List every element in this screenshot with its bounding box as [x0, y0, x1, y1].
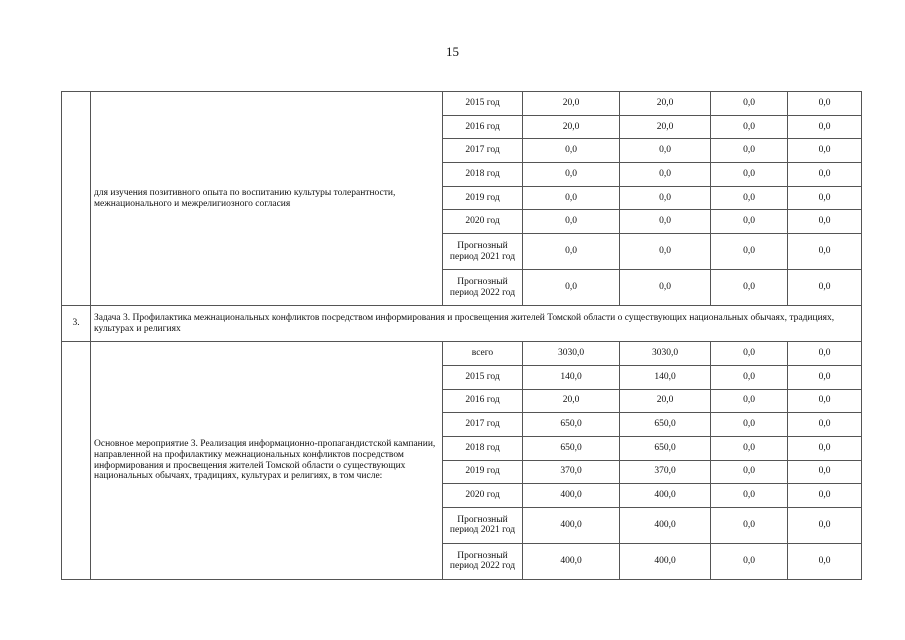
- value-regional-cell: 650,0: [620, 413, 711, 437]
- value-total-cell: 0,0: [523, 234, 620, 270]
- value-federal-cell: 0,0: [711, 365, 788, 389]
- activity-description: Основное мероприятие 3. Реализация информационно-пропагандистской кампании, направленной на профилактику межнациональных конфликтов посредством информирования и просвещения жителей Томской области о существующих национальных обычаях, традициях, культурах и религиях, в том числе:: [91, 342, 443, 580]
- period-cell: 2015 год: [443, 365, 523, 389]
- value-other-cell: 0,0: [788, 436, 862, 460]
- period-cell: 2019 год: [443, 460, 523, 484]
- value-total-cell: 3030,0: [523, 342, 620, 366]
- value-other-cell: 0,0: [788, 484, 862, 508]
- value-regional-cell: 400,0: [620, 507, 711, 543]
- value-total-cell: 20,0: [523, 92, 620, 116]
- value-federal-cell: 0,0: [711, 460, 788, 484]
- value-other-cell: 0,0: [788, 342, 862, 366]
- value-federal-cell: 0,0: [711, 484, 788, 508]
- row-number-cell: [62, 342, 91, 580]
- value-other-cell: 0,0: [788, 163, 862, 187]
- value-federal-cell: 0,0: [711, 92, 788, 116]
- value-federal-cell: 0,0: [711, 210, 788, 234]
- value-regional-cell: 0,0: [620, 270, 711, 306]
- value-federal-cell: 0,0: [711, 270, 788, 306]
- value-other-cell: 0,0: [788, 543, 862, 579]
- value-federal-cell: 0,0: [711, 163, 788, 187]
- value-total-cell: 140,0: [523, 365, 620, 389]
- value-regional-cell: 140,0: [620, 365, 711, 389]
- value-other-cell: 0,0: [788, 460, 862, 484]
- period-cell: 2015 год: [443, 92, 523, 116]
- value-regional-cell: 0,0: [620, 210, 711, 234]
- value-regional-cell: 0,0: [620, 139, 711, 163]
- value-federal-cell: 0,0: [711, 507, 788, 543]
- value-other-cell: 0,0: [788, 413, 862, 437]
- period-cell: 2018 год: [443, 163, 523, 187]
- value-total-cell: 20,0: [523, 115, 620, 139]
- value-other-cell: 0,0: [788, 210, 862, 234]
- value-federal-cell: 0,0: [711, 115, 788, 139]
- value-total-cell: 650,0: [523, 436, 620, 460]
- period-cell: 2016 год: [443, 115, 523, 139]
- activity-description: для изучения позитивного опыта по воспитанию культуры толерантности, межнационального и межрелигиозного согласия: [91, 92, 443, 306]
- value-regional-cell: 370,0: [620, 460, 711, 484]
- value-total-cell: 650,0: [523, 413, 620, 437]
- period-cell: 2020 год: [443, 210, 523, 234]
- period-cell: Прогнозный период 2022 год: [443, 543, 523, 579]
- table-body: [62, 92, 862, 580]
- value-federal-cell: 0,0: [711, 543, 788, 579]
- period-cell: 2020 год: [443, 484, 523, 508]
- task-number: 3.: [62, 306, 91, 342]
- value-other-cell: 0,0: [788, 92, 862, 116]
- value-total-cell: 0,0: [523, 186, 620, 210]
- value-regional-cell: 400,0: [620, 484, 711, 508]
- period-cell: 2019 год: [443, 186, 523, 210]
- value-other-cell: 0,0: [788, 186, 862, 210]
- value-regional-cell: 0,0: [620, 163, 711, 187]
- value-total-cell: 0,0: [523, 163, 620, 187]
- task-text: Задача 3. Профилактика межнациональных конфликтов посредством информирования и просвещения жителей Томской области о существующих национальных обычаях, традициях, культурах и религиях: [91, 306, 862, 342]
- value-total-cell: 370,0: [523, 460, 620, 484]
- period-cell: 2018 год: [443, 436, 523, 460]
- value-other-cell: 0,0: [788, 270, 862, 306]
- value-regional-cell: 0,0: [620, 186, 711, 210]
- value-federal-cell: 0,0: [711, 342, 788, 366]
- value-total-cell: 400,0: [523, 507, 620, 543]
- value-total-cell: 400,0: [523, 543, 620, 579]
- period-cell: Прогнозный период 2021 год: [443, 234, 523, 270]
- value-total-cell: 400,0: [523, 484, 620, 508]
- value-total-cell: 0,0: [523, 210, 620, 234]
- value-regional-cell: 650,0: [620, 436, 711, 460]
- value-regional-cell: 400,0: [620, 543, 711, 579]
- value-other-cell: 0,0: [788, 389, 862, 413]
- value-total-cell: 0,0: [523, 139, 620, 163]
- page-number: 15: [446, 44, 459, 59]
- value-federal-cell: 0,0: [711, 389, 788, 413]
- period-cell: 2017 год: [443, 139, 523, 163]
- value-total-cell: 0,0: [523, 270, 620, 306]
- value-total-cell: 20,0: [523, 389, 620, 413]
- table-row: [62, 342, 862, 366]
- period-cell: всего: [443, 342, 523, 366]
- period-cell: Прогнозный период 2022 год: [443, 270, 523, 306]
- value-federal-cell: 0,0: [711, 139, 788, 163]
- value-regional-cell: 3030,0: [620, 342, 711, 366]
- value-federal-cell: 0,0: [711, 436, 788, 460]
- value-regional-cell: 20,0: [620, 389, 711, 413]
- value-other-cell: 0,0: [788, 115, 862, 139]
- value-other-cell: 0,0: [788, 234, 862, 270]
- value-other-cell: 0,0: [788, 507, 862, 543]
- period-cell: 2017 год: [443, 413, 523, 437]
- period-cell: Прогнозный период 2021 год: [443, 507, 523, 543]
- value-regional-cell: 0,0: [620, 234, 711, 270]
- financing-table: [61, 91, 862, 580]
- value-federal-cell: 0,0: [711, 234, 788, 270]
- value-other-cell: 0,0: [788, 365, 862, 389]
- row-number-cell: [62, 92, 91, 306]
- table-row: [62, 92, 862, 116]
- value-regional-cell: 20,0: [620, 115, 711, 139]
- task-row: [62, 306, 862, 342]
- value-regional-cell: 20,0: [620, 92, 711, 116]
- value-other-cell: 0,0: [788, 139, 862, 163]
- value-federal-cell: 0,0: [711, 413, 788, 437]
- value-federal-cell: 0,0: [711, 186, 788, 210]
- period-cell: 2016 год: [443, 389, 523, 413]
